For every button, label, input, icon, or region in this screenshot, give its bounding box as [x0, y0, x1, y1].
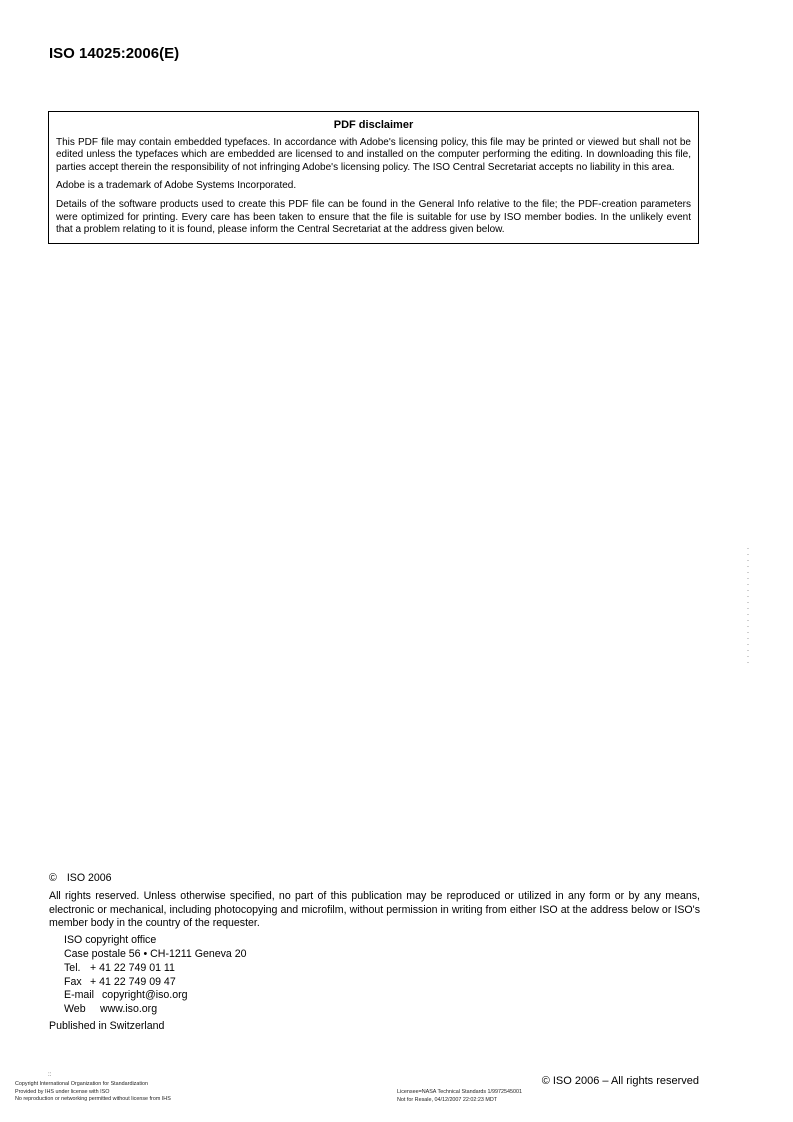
web-label: Web: [64, 1003, 86, 1016]
copyright-year: ISO 2006: [66, 872, 112, 884]
disclaimer-paragraph-typefaces: This PDF file may contain embedded typefaces. In accordance with Adobe's licensing policy, this file may be printed or viewed but shall not be edited unless the typefaces which are embedded are licensed to and installed on the computer performing the editing. In downloading this file, parties accept therein the responsibility of not infringing Adobe's licensing policy. The ISO Central Secretariat accepts no liability in this area.: [56, 136, 691, 173]
footer-left-line-2: Provided by IHS under license with ISO: [15, 1088, 110, 1095]
email-line: [64, 989, 700, 1003]
disclaimer-paragraph-trademark: Adobe is a trademark of Adobe Systems Incorporated.: [56, 180, 297, 192]
footer-license-notice: [15, 1081, 171, 1104]
disclaimer-title: PDF disclaimer: [333, 119, 414, 131]
footer-mid-line-2: Not for Resale, 04/12/2007 22:02:23 MDT: [397, 1096, 498, 1103]
footer-copyright: © ISO 2006 – All rights reserved: [541, 1075, 699, 1087]
footer-licensee-info: [397, 1089, 522, 1104]
fax-line: [64, 976, 700, 990]
pdf-disclaimer-box: [48, 111, 699, 244]
web-address: www.iso.org: [100, 1003, 158, 1016]
telephone-line: [64, 962, 700, 976]
footer-left-line-3: No reproduction or networking permitted without license from IHS: [15, 1096, 171, 1103]
tel-label: Tel.: [64, 961, 81, 974]
web-line: [64, 1003, 700, 1017]
office-name: ISO copyright office: [64, 934, 157, 947]
tel-number: + 41 22 749 01 11: [90, 961, 175, 974]
footer-left-line-1: Copyright International Organization for Standardization: [15, 1081, 149, 1087]
footer-mid-line-1: Licensee=NASA Technical Standards 1/9972545001: [397, 1089, 523, 1095]
fax-label: Fax: [64, 975, 82, 988]
rights-statement: All rights reserved. Unless otherwise specified, no part of this publication may be reproduced or utilized in any form or by any means, electronic or mechanical, including photocopying and microfilm, without permission in writing from either ISO at the address below or ISO's member body in the country of the requester.: [49, 889, 700, 930]
fax-number: + 41 22 749 09 47: [90, 975, 176, 988]
document-id: ISO 14025:2006(E): [49, 45, 180, 62]
copyright-year-line: [49, 872, 700, 886]
disclaimer-paragraph-software: Details of the software products used to create this PDF file can be found in the General Info relative to the file; the PDF-creation parameters were optimized for printing. Every care has been taken to ensure that the file is suitable for use by ISO member bodies. In the unlikely event that a problem relating to it is found, please inform the Central Secretariat at the address given below.: [56, 198, 691, 236]
copyright-symbol: ©: [49, 872, 57, 884]
copyright-section: [49, 872, 700, 1034]
iso-address-block: [64, 934, 700, 1017]
footer-dots: ::: [48, 1072, 52, 1078]
email-label: E-mail: [64, 989, 95, 1002]
email-address: copyright@iso.org: [102, 989, 188, 1002]
postal-address: Case postale 56 • CH-1211 Geneva 20: [64, 947, 247, 960]
margin-marks: [747, 548, 749, 666]
published-location: Published in Switzerland: [49, 1019, 165, 1032]
